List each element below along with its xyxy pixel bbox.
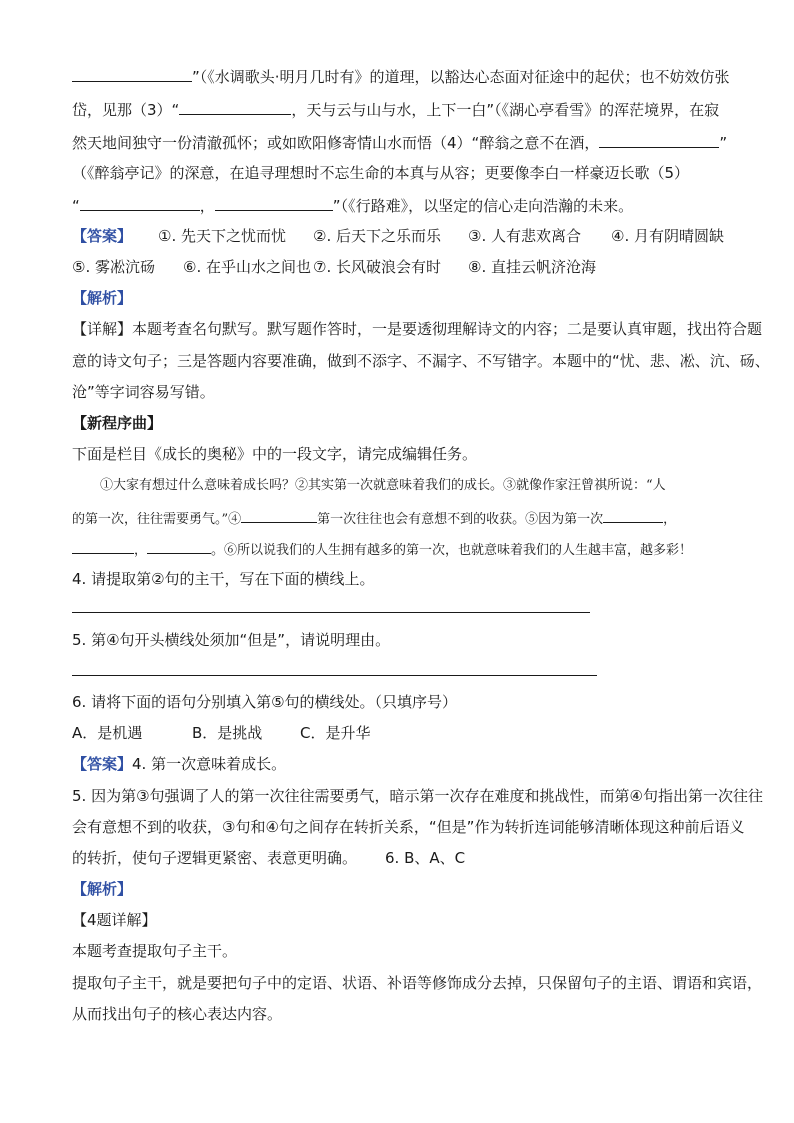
answer-label: 【答案】 (72, 227, 133, 245)
answer-blank (72, 66, 192, 82)
analysis-text: 本题考查提取句子主干。 (72, 942, 238, 960)
answer-blank (179, 99, 291, 115)
answer-5-line-3: 的转折，使句子逻辑更紧密、表意更明确。 6. B、A、C (72, 849, 466, 867)
answer-blank (72, 538, 134, 554)
answer-item: ④. 月有阴晴圆缺 (611, 227, 724, 245)
answer-item: ⑦. 长风破浪会有时 (313, 258, 441, 276)
answer-blank (215, 195, 333, 211)
answer-row-2 (72, 257, 596, 277)
option-c: C．是升华 (300, 724, 371, 742)
passage-line-4: （《醉翁亭记》的深意，在追寻理想时不忘生命的本真与从容；更要像李白一样豪迈长歌（5） (72, 164, 690, 182)
answer-4: 4. 第一次意味着成长。 (132, 755, 287, 773)
analysis-label: 【解析】 (72, 289, 133, 307)
answer-line (72, 612, 590, 613)
answer-blank (80, 195, 200, 211)
analysis-text: 【详解】本题考查名句默写。默写题作答时，一是要透彻理解诗文的内容；二是要认真审题，找出符合题 (72, 320, 763, 338)
option-a: A．是机遇 (72, 724, 143, 742)
analysis-subtitle: 【4题详解】 (72, 911, 157, 929)
question-4: 4. 请提取第②句的主干，写在下面的横线上。 (72, 570, 375, 588)
answer-item: ⑧. 直挂云帆济沧海 (468, 258, 596, 276)
excerpt-line-1: ①大家有想过什么意味着成长吗？②其实第一次就意味着我们的成长。③就像作家汪曾祺所说：“人 (100, 478, 666, 493)
answer-4-row (72, 754, 286, 774)
answer-line (72, 675, 597, 676)
passage-line-1: ”（《水调歌头·明月几时有》的道理，以豁达心态面对征途中的起伏；也不妨效仿张 (72, 66, 730, 87)
question-5: 5. 第④句开头横线处须加“但是”，请说明理由。 (72, 631, 391, 649)
analysis-text: 提取句子主干，就是要把句子中的定语、状语、补语等修饰成分去掉，只保留句子的主语、谓语和宾语， (72, 974, 763, 992)
excerpt-line-3: ， 。⑥所以说我们的人生拥有越多的第一次，也就意味着我们的人生越丰富，越多彩！ (72, 538, 692, 561)
answer-blank (603, 507, 663, 523)
answer-5-line-2: 会有意想不到的收获，③句和④句之间存在转折关系，“但是”作为转折连词能够清晰体现这种前后语义 (72, 818, 745, 836)
answer-6: 6. B、A、C (385, 849, 466, 867)
answer-label: 【答案】 (72, 755, 133, 773)
analysis-text: 沧”等字词容易写错。 (72, 383, 215, 401)
answer-blank (147, 538, 211, 554)
passage-line-5: “ ， ”（《行路难》，以坚定的信心走向浩瀚的未来。 (72, 197, 634, 215)
answer-5-line-1: 5. 因为第③句强调了人的第一次往往需要勇气，暗示第一次存在难度和挑战性，而第④句指出第一次往往 (72, 787, 763, 805)
analysis-label: 【解析】 (72, 880, 133, 898)
answer-row-1 (72, 226, 724, 246)
answer-item: ③. 人有悲欢离合 (468, 227, 581, 245)
answer-item: ②. 后天下之乐而乐 (313, 227, 441, 245)
answer-blank (241, 507, 317, 523)
options-row (72, 723, 370, 743)
excerpt-line-2: 的第一次，往往需要勇气。”④ 第一次往往也会有意想不到的收获。⑤因为第一次 ， (72, 507, 676, 530)
analysis-text: 从而找出句子的核心表达内容。 (72, 1005, 283, 1023)
question-6: 6. 请将下面的语句分别填入第⑤句的横线处。（只填序号） (72, 693, 458, 711)
option-b: B．是挑战 (192, 724, 263, 742)
passage-line-3: 然天地间独守一份清澈孤怀；或如欧阳修寄情山水而悟（4）“醉翁之意不在酒， ” (72, 134, 728, 152)
answer-blank (599, 132, 719, 148)
section-title: 【新程序曲】 (72, 414, 163, 432)
answer-item: ①. 先天下之忧而忧 (158, 227, 286, 245)
passage-line-2: 岱，见那（3）“ ，天与云与山与水，上下一白”（《湖心亭看雪》的浑茫境界，在寂 (72, 101, 720, 119)
analysis-text: 意的诗文句子；三是答题内容要准确，做到不添字、不漏字、不写错字。本题中的“忧、悲、凇、沆、砀、 (72, 352, 770, 370)
answer-item: ⑥. 在乎山水之间也 (183, 258, 311, 276)
answer-item: ⑤. 雾凇沆砀 (72, 258, 155, 276)
section-intro: 下面是栏目《成长的奥秘》中的一段文字，请完成编辑任务。 (72, 445, 478, 463)
